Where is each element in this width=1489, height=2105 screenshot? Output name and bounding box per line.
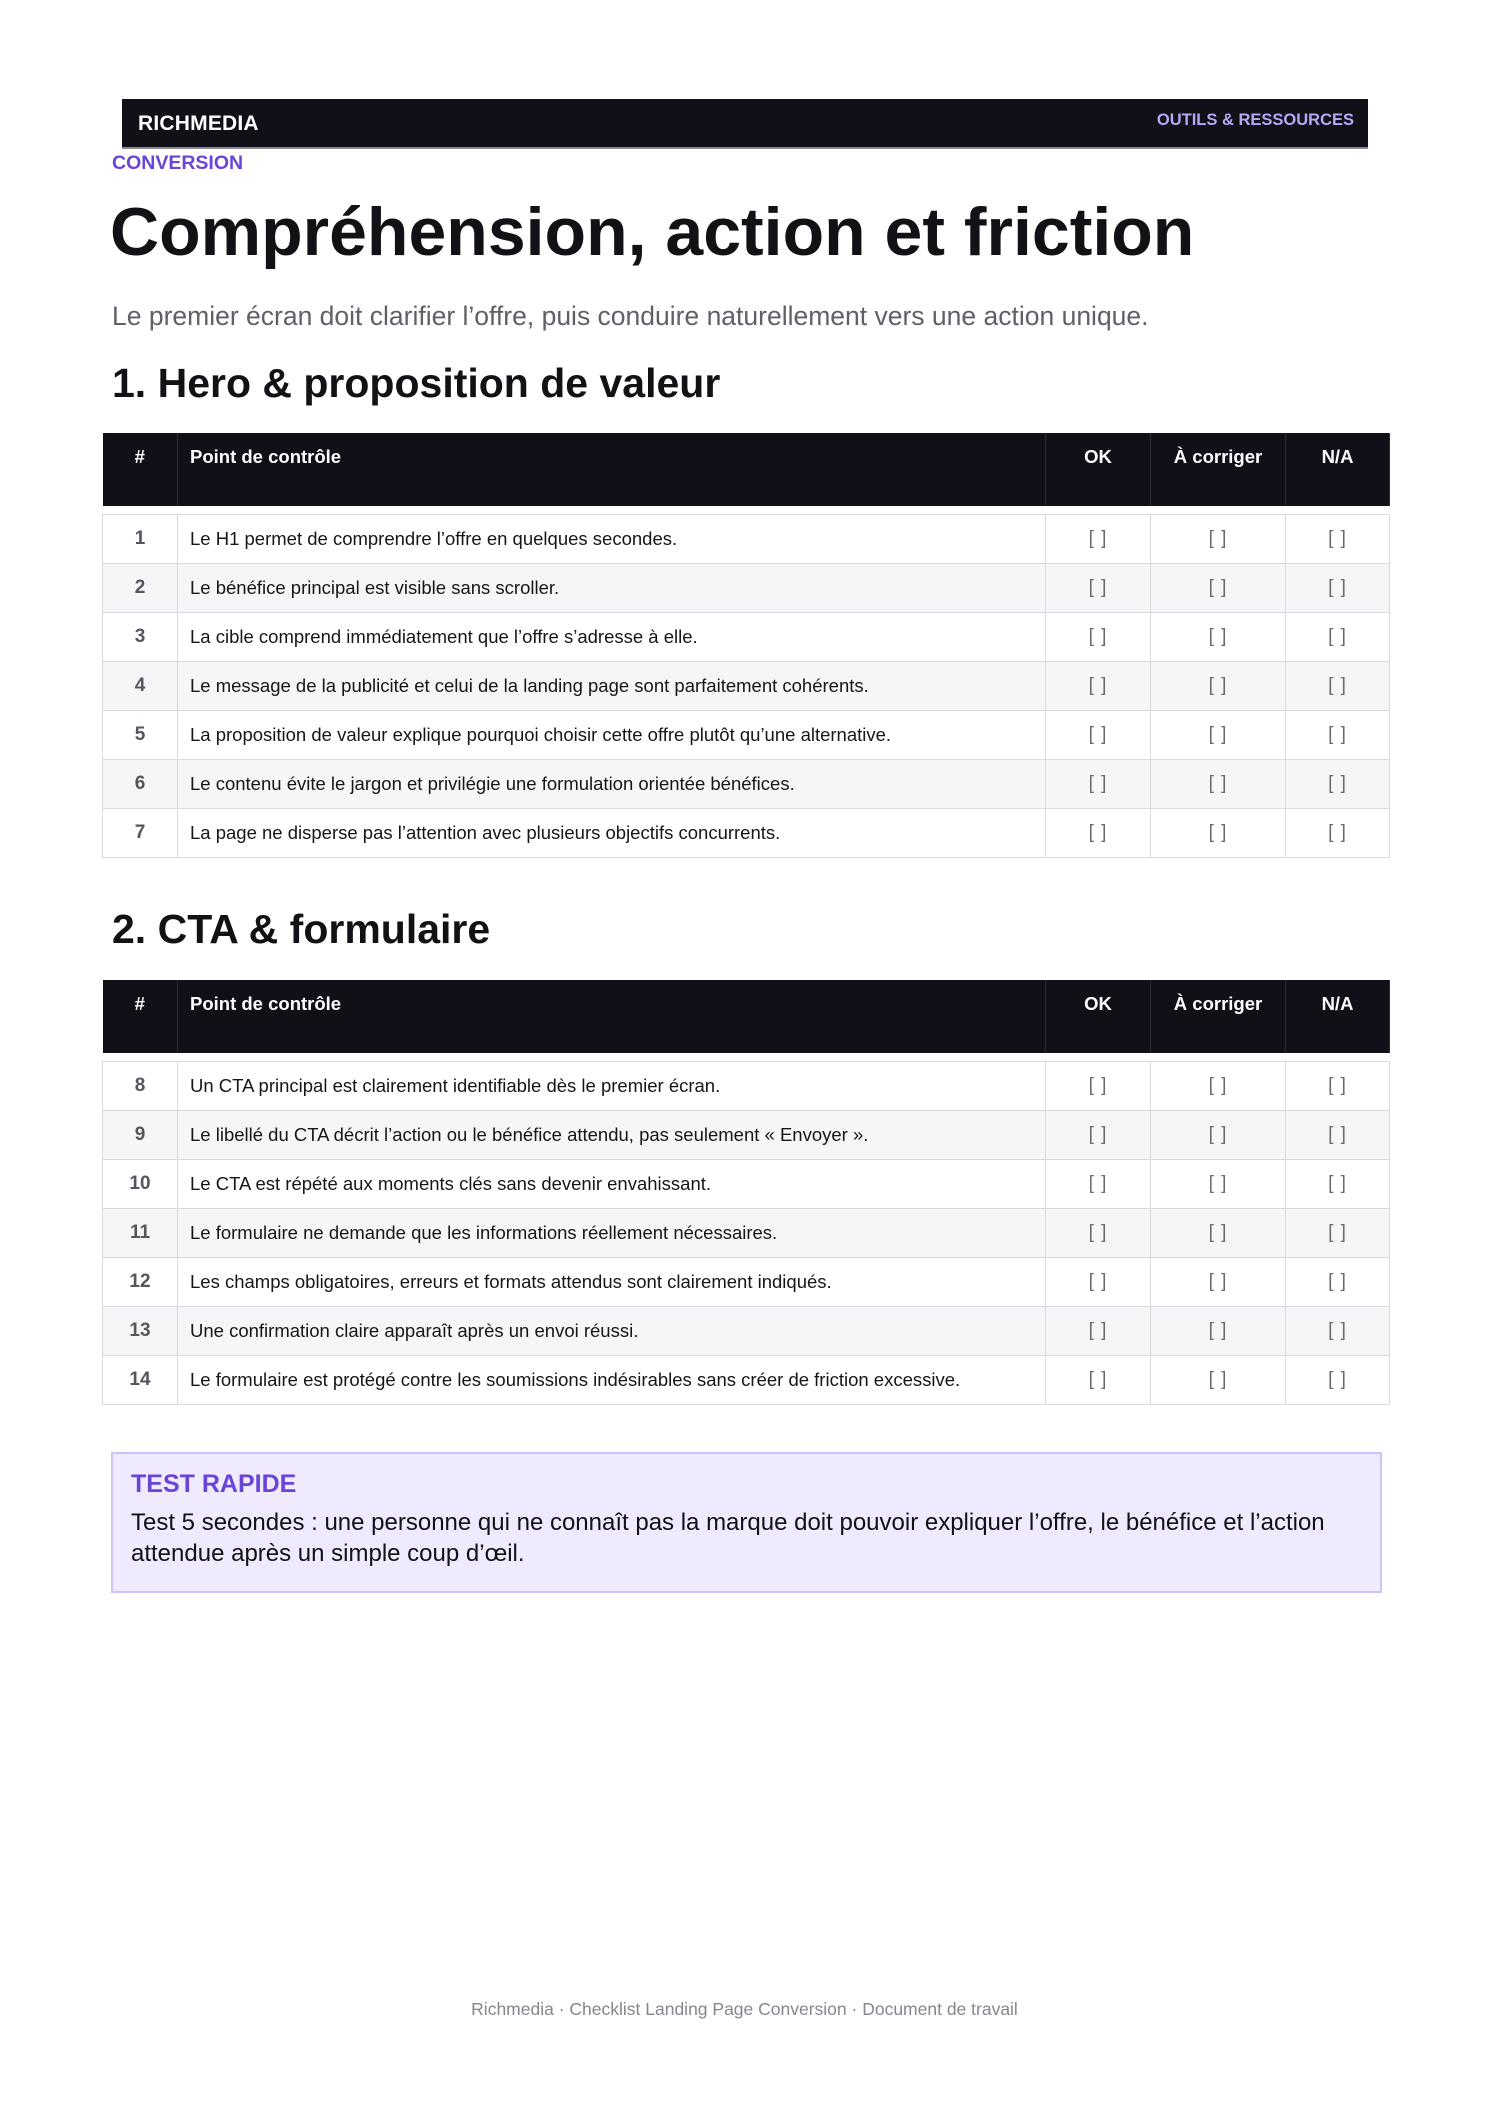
table-row xyxy=(103,808,1390,857)
to-fix-checkbox[interactable]: [ ] xyxy=(1151,612,1286,661)
row-number: 3 xyxy=(103,612,178,661)
column-header-na: N/A xyxy=(1286,980,1390,1053)
to-fix-checkbox[interactable]: [ ] xyxy=(1151,1110,1286,1159)
row-number: 13 xyxy=(103,1306,178,1355)
table-row xyxy=(103,1306,1390,1355)
checkpoint-text: Le message de la publicité et celui de la landing page sont parfaitement cohérents. xyxy=(178,661,1046,710)
checkpoint-text: Un CTA principal est clairement identifiable dès le premier écran. xyxy=(178,1061,1046,1110)
na-checkbox[interactable]: [ ] xyxy=(1286,710,1390,759)
column-header-number: # xyxy=(103,980,178,1053)
row-number: 7 xyxy=(103,808,178,857)
to-fix-checkbox[interactable]: [ ] xyxy=(1151,1306,1286,1355)
na-checkbox[interactable]: [ ] xyxy=(1286,1110,1390,1159)
ok-checkbox[interactable]: [ ] xyxy=(1046,612,1151,661)
row-number: 2 xyxy=(103,563,178,612)
to-fix-checkbox[interactable]: [ ] xyxy=(1151,1355,1286,1404)
table-row xyxy=(103,1355,1390,1404)
column-header-checkpoint: Point de contrôle xyxy=(178,980,1046,1053)
ok-checkbox[interactable]: [ ] xyxy=(1046,1159,1151,1208)
row-number: 9 xyxy=(103,1110,178,1159)
table-row xyxy=(103,1257,1390,1306)
callout-title: TEST RAPIDE xyxy=(131,1470,297,1498)
na-checkbox[interactable]: [ ] xyxy=(1286,514,1390,563)
checklist-body-cta xyxy=(103,1053,1390,1404)
to-fix-checkbox[interactable]: [ ] xyxy=(1151,1257,1286,1306)
na-checkbox[interactable]: [ ] xyxy=(1286,1208,1390,1257)
checkpoint-text: Le formulaire est protégé contre les soumissions indésirables sans créer de friction excessive. xyxy=(178,1355,1046,1404)
table-row xyxy=(103,563,1390,612)
to-fix-checkbox[interactable]: [ ] xyxy=(1151,563,1286,612)
column-header-na: N/A xyxy=(1286,433,1390,506)
section-title-cta: 2. CTA & formulaire xyxy=(112,906,491,952)
checkpoint-text: Le libellé du CTA décrit l’action ou le bénéfice attendu, pas seulement « Envoyer ». xyxy=(178,1110,1046,1159)
checkpoint-text: Le bénéfice principal est visible sans scroller. xyxy=(178,563,1046,612)
checkpoint-text: La cible comprend immédiatement que l’offre s’adresse à elle. xyxy=(178,612,1046,661)
row-number: 5 xyxy=(103,710,178,759)
na-checkbox[interactable]: [ ] xyxy=(1286,661,1390,710)
checkpoint-text: Le contenu évite le jargon et privilégie une formulation orientée bénéfices. xyxy=(178,759,1046,808)
to-fix-checkbox[interactable]: [ ] xyxy=(1151,808,1286,857)
callout-text: Test 5 secondes : une personne qui ne connaît pas la marque doit pouvoir expliquer l’offre, le bénéfice et l’action attendue après un simple coup d’œil. xyxy=(131,1509,1325,1567)
ok-checkbox[interactable]: [ ] xyxy=(1046,1306,1151,1355)
checklist-table-cta xyxy=(102,980,1390,1405)
column-header-to-fix: À corriger xyxy=(1151,980,1286,1053)
table-row xyxy=(103,514,1390,563)
na-checkbox[interactable]: [ ] xyxy=(1286,612,1390,661)
checkpoint-text: Le CTA est répété aux moments clés sans devenir envahissant. xyxy=(178,1159,1046,1208)
page-footer: Richmedia · Checklist Landing Page Conversion · Document de travail xyxy=(471,1999,1018,2019)
ok-checkbox[interactable]: [ ] xyxy=(1046,1355,1151,1404)
table-header-row xyxy=(103,433,1390,506)
checklist-body-hero xyxy=(103,506,1390,857)
ok-checkbox[interactable]: [ ] xyxy=(1046,661,1151,710)
to-fix-checkbox[interactable]: [ ] xyxy=(1151,1208,1286,1257)
row-number: 6 xyxy=(103,759,178,808)
to-fix-checkbox[interactable]: [ ] xyxy=(1151,514,1286,563)
to-fix-checkbox[interactable]: [ ] xyxy=(1151,759,1286,808)
ok-checkbox[interactable]: [ ] xyxy=(1046,563,1151,612)
table-row xyxy=(103,1061,1390,1110)
to-fix-checkbox[interactable]: [ ] xyxy=(1151,661,1286,710)
checkpoint-text: La page ne disperse pas l’attention avec plusieurs objectifs concurrents. xyxy=(178,808,1046,857)
na-checkbox[interactable]: [ ] xyxy=(1286,1355,1390,1404)
na-checkbox[interactable]: [ ] xyxy=(1286,808,1390,857)
ok-checkbox[interactable]: [ ] xyxy=(1046,808,1151,857)
na-checkbox[interactable]: [ ] xyxy=(1286,563,1390,612)
table-row xyxy=(103,710,1390,759)
section-kicker: CONVERSION xyxy=(112,152,244,174)
na-checkbox[interactable]: [ ] xyxy=(1286,1061,1390,1110)
ok-checkbox[interactable]: [ ] xyxy=(1046,1257,1151,1306)
row-number: 8 xyxy=(103,1061,178,1110)
ok-checkbox[interactable]: [ ] xyxy=(1046,514,1151,563)
table-row xyxy=(103,612,1390,661)
table-row xyxy=(103,661,1390,710)
top-bar xyxy=(122,99,1368,149)
column-header-ok: OK xyxy=(1046,433,1151,506)
ok-checkbox[interactable]: [ ] xyxy=(1046,759,1151,808)
brand-name: RICHMEDIA xyxy=(138,112,259,135)
header-gap xyxy=(103,1053,1390,1061)
checklist-table-hero xyxy=(102,433,1390,858)
table-row xyxy=(103,1159,1390,1208)
to-fix-checkbox[interactable]: [ ] xyxy=(1151,1061,1286,1110)
page-subtitle: Le premier écran doit clarifier l’offre, puis conduire naturellement vers une action unique. xyxy=(112,301,1149,331)
column-header-number: # xyxy=(103,433,178,506)
row-number: 4 xyxy=(103,661,178,710)
checkpoint-text: Les champs obligatoires, erreurs et formats attendus sont clairement indiqués. xyxy=(178,1257,1046,1306)
row-number: 11 xyxy=(103,1208,178,1257)
table-row xyxy=(103,759,1390,808)
spacer-cell xyxy=(103,1053,1390,1061)
row-number: 14 xyxy=(103,1355,178,1404)
to-fix-checkbox[interactable]: [ ] xyxy=(1151,710,1286,759)
section-title-hero: 1. Hero & proposition de valeur xyxy=(112,360,721,406)
ok-checkbox[interactable]: [ ] xyxy=(1046,710,1151,759)
row-number: 12 xyxy=(103,1257,178,1306)
page-title: Compréhension, action et friction xyxy=(110,194,1195,270)
ok-checkbox[interactable]: [ ] xyxy=(1046,1110,1151,1159)
to-fix-checkbox[interactable]: [ ] xyxy=(1151,1159,1286,1208)
row-number: 10 xyxy=(103,1159,178,1208)
table-header-row xyxy=(103,980,1390,1053)
spacer-cell xyxy=(103,506,1390,514)
checkpoint-text: Le formulaire ne demande que les informations réellement nécessaires. xyxy=(178,1208,1046,1257)
na-checkbox[interactable]: [ ] xyxy=(1286,1159,1390,1208)
quick-test-callout xyxy=(111,1452,1382,1593)
na-checkbox[interactable]: [ ] xyxy=(1286,1257,1390,1306)
na-checkbox[interactable]: [ ] xyxy=(1286,759,1390,808)
ok-checkbox[interactable]: [ ] xyxy=(1046,1208,1151,1257)
row-number: 1 xyxy=(103,514,178,563)
table-row xyxy=(103,1110,1390,1159)
column-header-ok: OK xyxy=(1046,980,1151,1053)
checkpoint-text: Une confirmation claire apparaît après un envoi réussi. xyxy=(178,1306,1046,1355)
ok-checkbox[interactable]: [ ] xyxy=(1046,1061,1151,1110)
table-row xyxy=(103,1208,1390,1257)
tools-resources-link[interactable]: OUTILS & RESSOURCES xyxy=(1156,111,1354,129)
column-header-checkpoint: Point de contrôle xyxy=(178,433,1046,506)
checkpoint-text: La proposition de valeur explique pourquoi choisir cette offre plutôt qu’une alternative. xyxy=(178,710,1046,759)
column-header-to-fix: À corriger xyxy=(1151,433,1286,506)
header-gap xyxy=(103,506,1390,514)
na-checkbox[interactable]: [ ] xyxy=(1286,1306,1390,1355)
checkpoint-text: Le H1 permet de comprendre l’offre en quelques secondes. xyxy=(178,514,1046,563)
